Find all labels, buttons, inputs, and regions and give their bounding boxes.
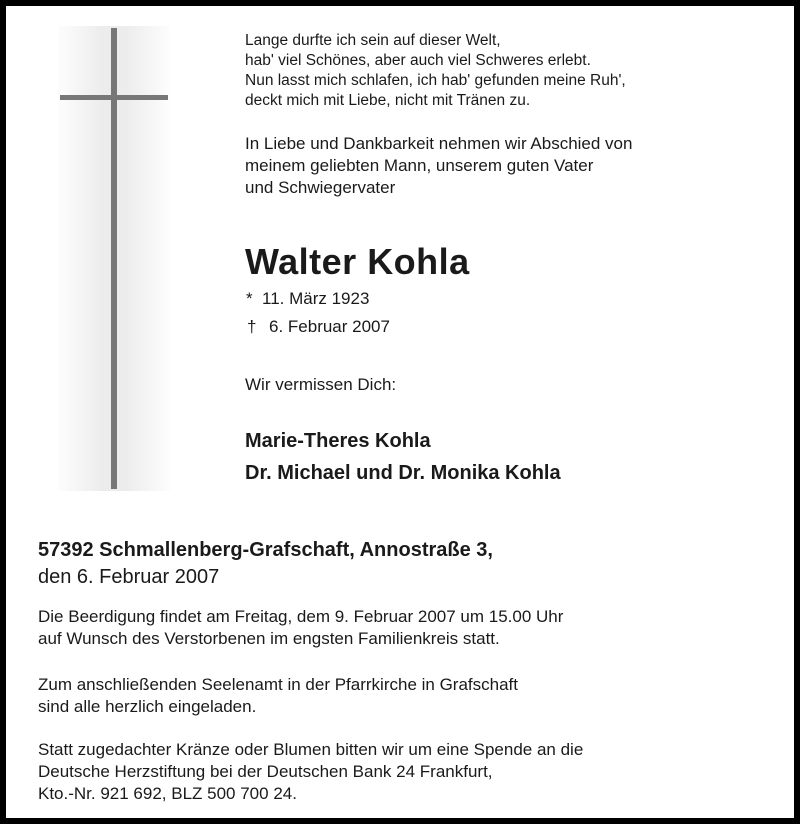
obituary-notice <box>6 6 794 818</box>
poem-line: Lange durfte ich sein auf dieser Welt, <box>245 32 501 49</box>
signatory: Marie-Theres Kohla <box>245 430 431 452</box>
signatory: Dr. Michael und Dr. Monika Kohla <box>245 462 561 484</box>
donation-paragraph-line: Statt zugedachter Kränze oder Blumen bitten wir um eine Spende an die <box>38 740 584 759</box>
intro-line: meinem geliebten Mann, unserem guten Vater <box>245 156 594 175</box>
donation-paragraph-line: Deutsche Herzstiftung bei der Deutschen Bank 24 Frankfurt, <box>38 762 493 781</box>
cross-horizontal-beam <box>60 95 168 100</box>
birth-symbol: * <box>246 289 253 308</box>
mass-paragraph-line: Zum anschließenden Seelenamt in der Pfarrkirche in Grafschaft <box>38 675 519 694</box>
intro-line: In Liebe und Dankbarkeit nehmen wir Abschied von <box>245 134 633 153</box>
mass-paragraph-line: sind alle herzlich eingeladen. <box>38 697 257 716</box>
place-date: den 6. Februar 2007 <box>38 566 220 588</box>
address: 57392 Schmallenberg-Grafschaft, Annostraße 3, <box>38 539 493 561</box>
birth-date: 11. März 1923 <box>262 289 370 308</box>
funeral-paragraph-line: Die Beerdigung findet am Freitag, dem 9. Februar 2007 um 15.00 Uhr <box>38 607 564 626</box>
death-symbol: † <box>247 317 257 336</box>
poem-line: hab' viel Schönes, aber auch viel Schweres erlebt. <box>245 52 591 69</box>
poem-line: deckt mich mit Liebe, nicht mit Tränen zu. <box>245 92 531 109</box>
miss-text: Wir vermissen Dich: <box>245 375 397 394</box>
deceased-name: Walter Kohla <box>245 241 470 282</box>
poem-line: Nun lasst mich schlafen, ich hab' gefunden meine Ruh', <box>245 72 626 89</box>
death-date: 6. Februar 2007 <box>269 317 390 336</box>
donation-paragraph-line: Kto.-Nr. 921 692, BLZ 500 700 24. <box>38 784 297 803</box>
intro-line: und Schwiegervater <box>245 178 396 197</box>
funeral-paragraph-line: auf Wunsch des Verstorbenen im engsten Familienkreis statt. <box>38 629 500 648</box>
